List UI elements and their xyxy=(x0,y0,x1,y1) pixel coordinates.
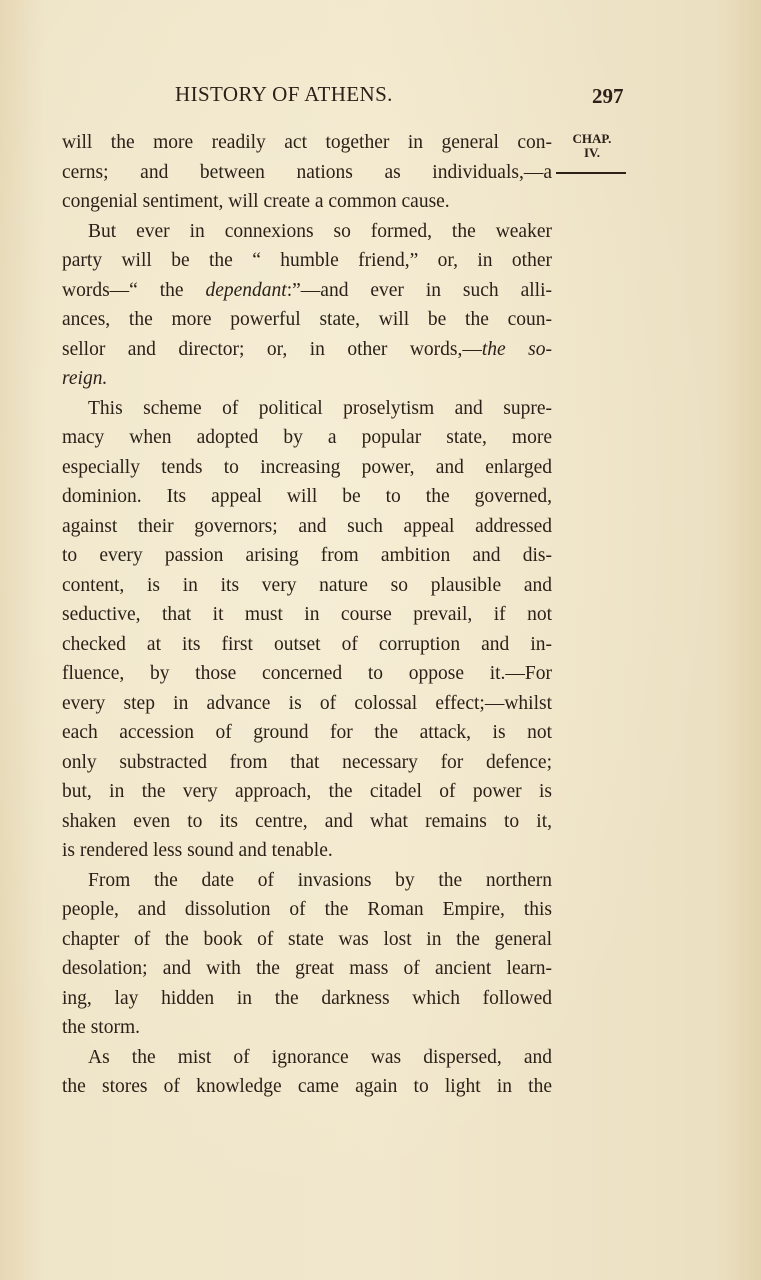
running-title: HISTORY OF ATHENS. xyxy=(175,82,393,106)
text-line xyxy=(62,718,552,748)
text-line xyxy=(62,925,552,955)
text-segment: each accession of ground for the attack, is not xyxy=(62,722,552,743)
italic-text: dependant xyxy=(205,279,287,301)
text-line xyxy=(62,836,552,866)
text-segment: people, and dissolution of the Roman Empire, this xyxy=(62,899,552,920)
text-line xyxy=(62,866,552,896)
text-segment: shaken even to its centre, and what remains to it, xyxy=(62,810,552,832)
text-segment: every step in advance is of colossal effect;—whilst xyxy=(62,692,552,714)
text-line xyxy=(62,1072,552,1102)
text-segment: the storm. xyxy=(62,1017,140,1038)
text-line xyxy=(62,276,552,306)
text-line xyxy=(62,630,552,660)
text-line xyxy=(62,453,552,483)
italic-text: reign. xyxy=(62,368,108,389)
text-line xyxy=(62,600,552,630)
text-line xyxy=(62,364,552,394)
chapter-number: IV. xyxy=(583,145,601,160)
text-line xyxy=(62,158,552,188)
text-segment: From the date of invasions by the northern xyxy=(88,869,552,891)
text-line xyxy=(62,659,552,689)
text-segment: But ever in connexions so formed, the weaker xyxy=(88,220,552,242)
text-line xyxy=(62,128,552,158)
text-segment: desolation; and with the great mass of ancient learn- xyxy=(62,958,552,979)
text-segment: will the more readily act together in general con- xyxy=(62,132,552,153)
body-text xyxy=(62,128,552,1102)
text-line xyxy=(62,748,552,778)
text-line xyxy=(62,512,552,542)
text-segment: ances, the more powerful state, will be the coun- xyxy=(62,309,552,330)
text-line xyxy=(62,423,552,453)
text-line xyxy=(62,335,552,365)
text-segment: the stores of knowledge came again to light in the xyxy=(62,1076,552,1097)
text-line xyxy=(62,807,552,837)
chapter-rule xyxy=(556,172,626,174)
text-line xyxy=(62,1013,552,1043)
text-line xyxy=(62,1043,552,1073)
text-segment: ing, lay hidden in the darkness which followed xyxy=(62,987,552,1009)
text-segment: words—“ the xyxy=(62,279,206,301)
text-segment: This scheme of political proselytism and supre- xyxy=(88,397,552,419)
text-line xyxy=(62,305,552,335)
text-line xyxy=(62,246,552,276)
text-segment: content, is in its very nature so plausible and xyxy=(62,574,552,596)
text-segment: dominion. Its appeal will be to the governed, xyxy=(62,486,552,507)
text-line xyxy=(62,482,552,512)
text-segment: chapter of the book of state was lost in the general xyxy=(62,928,552,950)
text-segment: macy when adopted by a popular state, more xyxy=(62,427,552,448)
text-line xyxy=(62,571,552,601)
chapter-label: CHAP. xyxy=(572,131,612,146)
text-segment: sellor and director; or, in other words,— xyxy=(62,338,482,360)
text-line xyxy=(62,895,552,925)
text-line xyxy=(62,217,552,247)
chapter-margin-note xyxy=(566,132,618,160)
page-number: 297 xyxy=(592,84,624,108)
text-segment: cerns; and between nations as individuals,—a xyxy=(62,161,552,183)
text-segment: fluence, by those concerned to oppose it.—For xyxy=(62,663,552,684)
text-segment: :”—and ever in such alli- xyxy=(286,279,552,301)
text-segment: especially tends to increasing power, and enlarged xyxy=(62,456,552,478)
text-line xyxy=(62,954,552,984)
text-segment: party will be the “ humble friend,” or, in other xyxy=(62,250,552,271)
text-segment: seductive, that it must in course prevail, if not xyxy=(62,604,552,625)
text-segment: is rendered less sound and tenable. xyxy=(62,840,333,861)
text-segment: against their governors; and such appeal addressed xyxy=(62,515,552,537)
text-line xyxy=(62,541,552,571)
text-segment: but, in the very approach, the citadel of power is xyxy=(62,781,552,802)
text-line xyxy=(62,187,552,217)
text-line xyxy=(62,689,552,719)
text-line xyxy=(62,984,552,1014)
text-segment: As the mist of ignorance was dispersed, and xyxy=(88,1046,552,1068)
text-line xyxy=(62,394,552,424)
text-segment: only substracted from that necessary for defence; xyxy=(62,751,552,773)
text-line xyxy=(62,777,552,807)
text-segment: checked at its first outset of corruption and in- xyxy=(62,633,552,655)
italic-text: the so- xyxy=(481,338,553,360)
text-segment: to every passion arising from ambition and dis- xyxy=(62,545,552,566)
text-segment: congenial sentiment, will create a common cause. xyxy=(62,191,450,212)
